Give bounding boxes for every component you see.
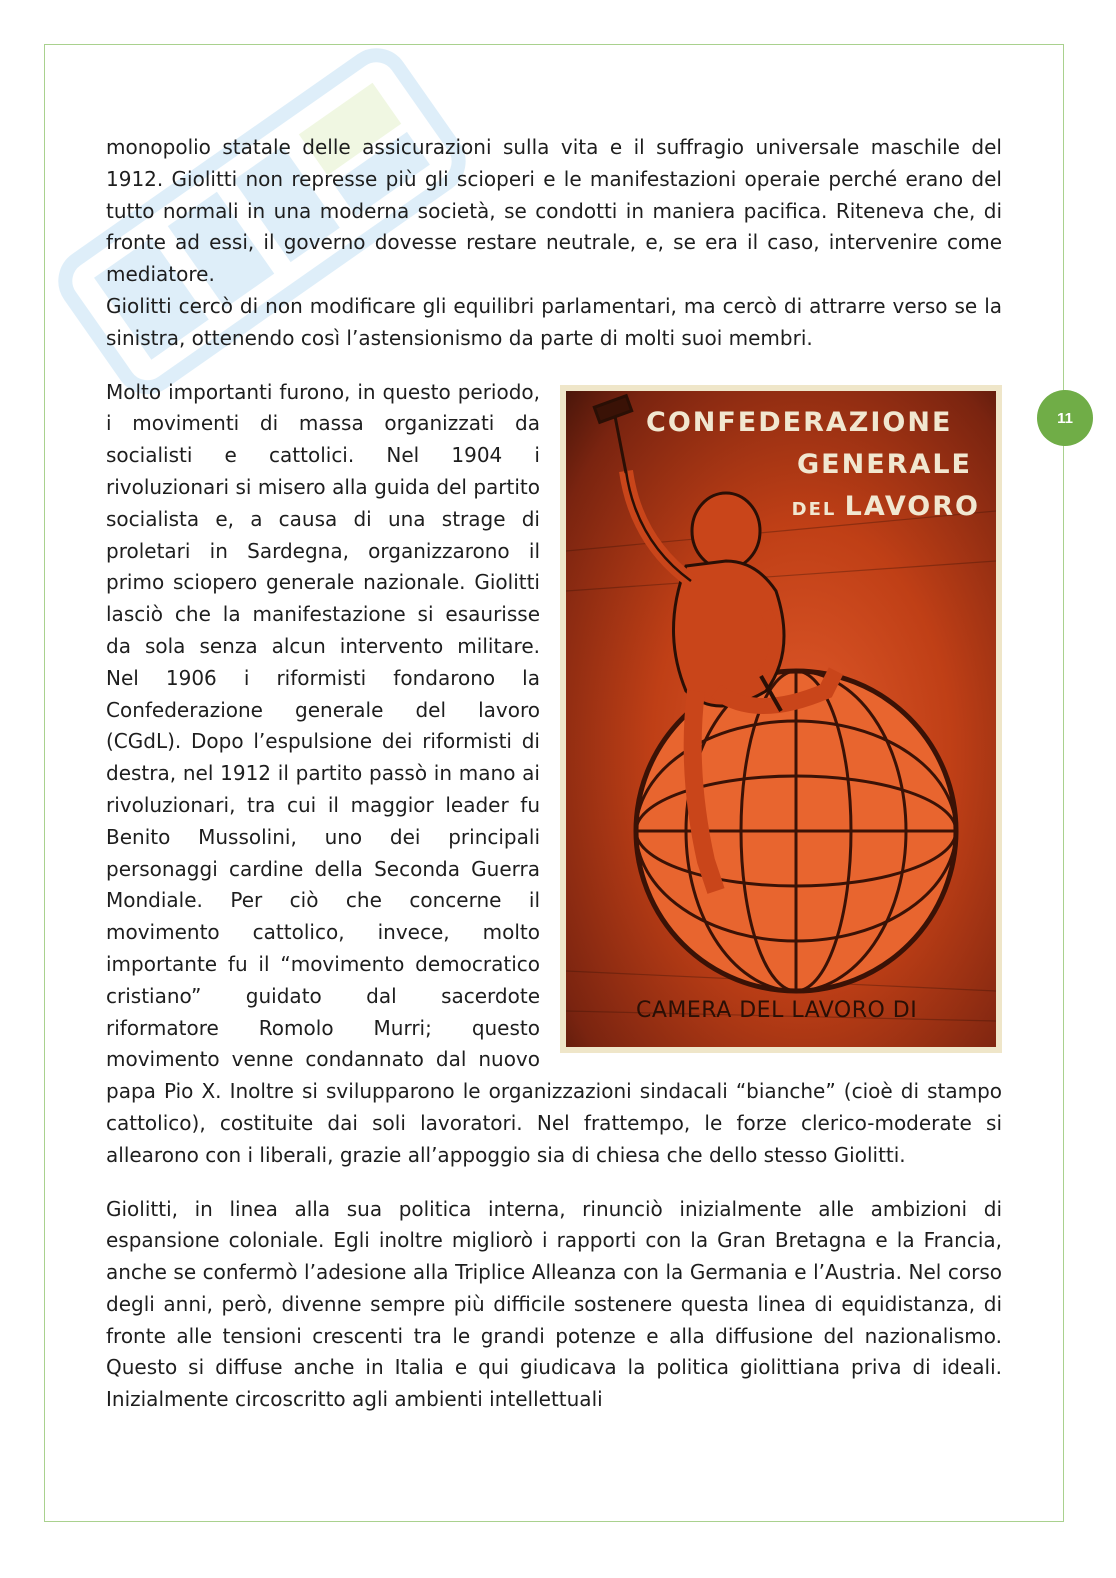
poster-illustration: [566, 391, 996, 1047]
page-number-badge: 11: [1037, 390, 1093, 446]
poster-artwork: [566, 391, 996, 1047]
poster-title-lavoro: LAVORO: [844, 490, 980, 522]
poster-bottom-text: CAMERA DEL LAVORO DI: [636, 997, 918, 1023]
poster-title-line3: [792, 491, 980, 526]
paragraph-2: Giolitti cercò di non modificare gli equilibri parlamentari, ma cercò di attrarre verso se la sinistra, ottenendo così l’astensionismo da parte di molti suoi membri.: [106, 293, 1002, 350]
page-content: [106, 132, 1002, 1416]
cgdl-poster-image: [560, 385, 1002, 1053]
poster-title-del: DEL: [791, 498, 845, 520]
paragraph-3: Molto importanti furono, in questo periodo, i movimenti di massa organizzati da socialisti e cattolici. Nel 1904 i rivoluzionari si misero alla guida del partito socialista e, a causa di una strage di proletari in Sardegna, organizzarono il primo sciopero generale nazionale. Giolitti lasciò che la manifestazione si esaurisse da sola senza alcun intervento militare. Nel 1906 i riformisti fondarono la Confederazione generale del lavoro (CGdL). Dopo l’espulsione dei riformisti di destra, nel 1912 il partito passò in mano ai rivoluzionari, tra cui il maggior leader fu Benito Mussolini, uno dei principali personaggi cardine della Seconda Guerra Mondiale. Per ciò che concerne il movimento cattolico, invece, molto importante fu il “movimento democratico cristiano” guidato dal sacerdote riformatore Romolo Murri; questo movimento venne condannato dal nuovo papa Pio X. Inoltre si svilupparono le organizzazioni sindacali “bianche” (cioè di stampo cattolico), costituite dai soli lavoratori. Nel frattempo, le forze clerico-moderate si allearono con i liberali, grazie all’appoggio sia di chiesa che dello stesso Giolitti.: [106, 379, 1002, 1167]
paragraph-4: Giolitti, in linea alla sua politica interna, rinunciò inizialmente alle ambizioni di espansione coloniale. Egli inoltre migliorò i rapporti con la Gran Bretagna e la Francia, anche se confermò l’adesione alla Triplice Alleanza con la Germania e l’Austria. Nel corso degli anni, però, divenne sempre più difficile sostenere questa linea di equidistanza, di fronte alle tensioni crescenti tra le grandi potenze e alla diffusione del nazionalismo. Questo si diffuse anche in Italia e qui giudicava la politica giolittiana priva di ideali. Inizialmente circoscritto agli ambienti intellettuali: [106, 1196, 1002, 1412]
poster-title-line1: CONFEDERAZIONE: [646, 406, 953, 438]
poster-title-line2: GENERALE: [797, 448, 972, 480]
paragraph-1: monopolio statale delle assicurazioni sulla vita e il suffragio universale maschile del 1912. Giolitti non represse più gli scioperi e le manifestazioni operaie perché erano del tutto normali in una moderna società, se condotti in maniera pacifica. Riteneva che, di fronte ad essi, il governo dovesse restare neutrale, e, se era il caso, intervenire come mediatore.: [106, 135, 1002, 287]
